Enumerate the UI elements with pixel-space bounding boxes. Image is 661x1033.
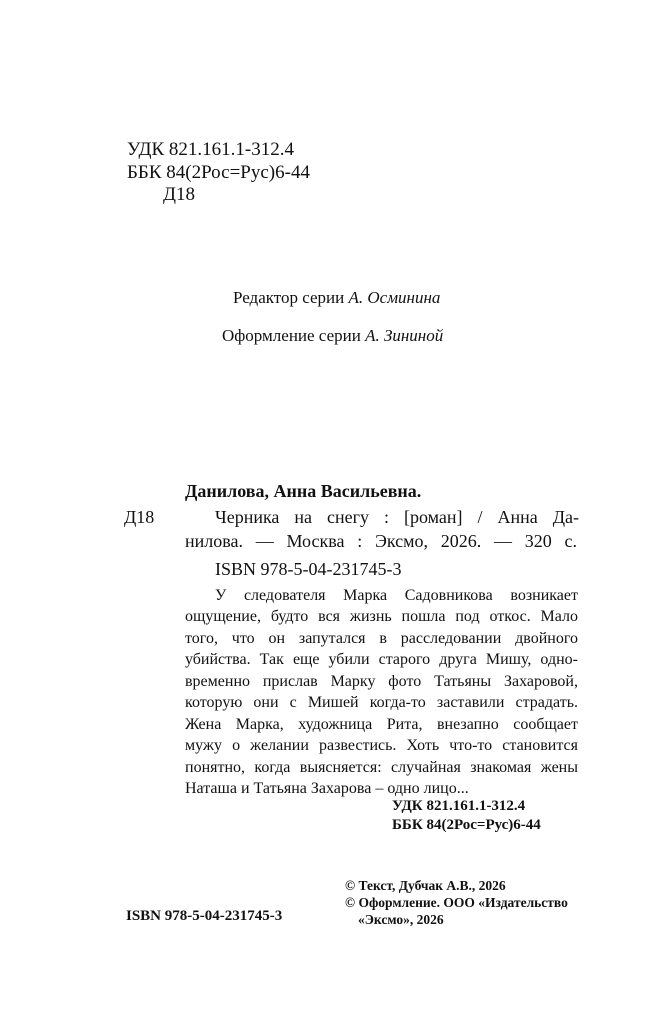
annotation-line: временно прислав Марку фото Татьяны Захаровой, [185,673,578,690]
annotation-line: Наташа и Татьяна Захарова – одно лицо... [185,780,469,797]
annotation-line: ощущение, будто вся жизнь пошла под откос. Мало [185,608,578,625]
title-line-1: Черника на снегу : [роман] / Анна Да- [215,507,579,527]
annotation-line: которую они с Мишей когда-то заставили страдать. [185,694,578,711]
series-design-label: Оформление серии [222,326,361,345]
catalog-isbn: ISBN 978-5-04-231745-3 [215,559,402,579]
annotation-line: У следователя Марка Садовникова возникает [215,587,578,604]
annotation-line: убийства. Так еще убили старого друга Мишу, одно- [185,651,578,668]
catalog-bbk-code: ББК 84(2Рос=Рус)6-44 [392,817,541,833]
footer-isbn: ISBN 978-5-04-231745-3 [126,908,283,924]
annotation-line: Жена Марка, художница Рита, внезапно сообщает [185,716,578,733]
catalog-udk-code: УДК 821.161.1-312.4 [392,798,526,814]
series-editor-credit [233,288,440,308]
title-line-2: нилова. — Москва : Эксмо, 2026. — 320 с. [185,531,577,551]
series-design-credit [222,326,443,346]
series-editor-name: А. Осминина [348,288,441,307]
top-bbk-code: ББК 84(2Рос=Рус)6-44 [127,162,310,183]
top-udk-code: УДК 821.161.1-312.4 [127,139,294,160]
top-author-mark: Д18 [163,184,195,205]
copyright-design-line-2: «Эксмо», 2026 [358,912,444,927]
copyright-design-line-1: © Оформление. ООО «Издательство [345,895,568,910]
catalog-author-mark: Д18 [124,507,155,527]
series-design-name: А. Зининой [365,326,444,345]
author-heading: Данилова, Анна Васильевна. [185,481,422,501]
annotation-line: понятно, когда выясняется: случайная знакомая жены [185,759,578,776]
annotation-line: мужу о желании развестись. Хоть что-то становится [185,737,578,754]
annotation-line: того, что он запутался в расследовании двойного [185,630,578,647]
series-editor-label: Редактор серии [233,288,345,307]
copyright-text: © Текст, Дубчак А.В., 2026 [345,878,506,893]
